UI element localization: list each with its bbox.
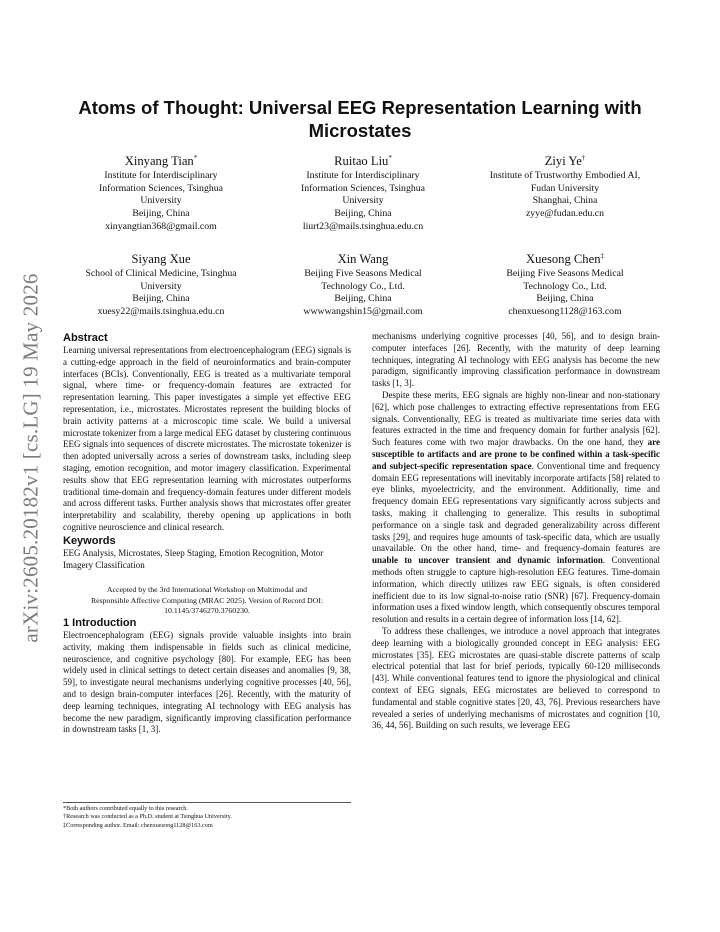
acceptance-doi: 10.1145/3746270.3760230.: [164, 605, 250, 615]
abstract-heading: Abstract: [63, 332, 108, 344]
acceptance-note: [63, 585, 351, 616]
keywords-text: EEG Analysis, Microstates, Sleep Staging, Emotion Recognition, Motor Imagery Classification: [63, 547, 324, 570]
author-affiliation: Information Sciences, Tsinghua: [300, 182, 425, 194]
author-affiliation: Beijing Five Seasons Medical: [506, 268, 624, 280]
author-affiliation: University: [140, 195, 182, 207]
intro-p2-text: . Conventional methods often struggle to capture high-resolution EEG features. Time-domain information, which directly utilizes raw EEG signals, is often considered inefficient due to its low signal-to-noise ratio (SNR) [67]. Frequency-domain information uses a fixed window length, which consequently obscures temporal resolution and results in a certain degree of information loss [14, 62].: [372, 555, 660, 625]
author-location: Beijing, China: [536, 293, 594, 305]
author-email: liurt23@mails.tsinghua.edu.cn: [302, 220, 424, 232]
author-name: Xinyang Tian: [124, 154, 194, 169]
intro-paragraph-1: Electroencephalogram (EEG) signals provide valuable insights into brain activity, making them indispensable in fields such as clinical medicine, neuroscience, and cognitive psychology [80]. For example, EEG has been widely used in clinical settings to detect certain diseases and anomalies [9, 38, 59], to investigate neural mechanisms underlying cognitive processes [40, 56], and to design brain-computer interfaces [26]. Recently, with the maturity of deep learning techniques, integrating AI technology with EEG analysis has become the new paradigm, significantly improving classification performance in downstream tasks [1, 3].: [63, 629, 351, 735]
author-affiliation: Beijing Five Seasons Medical: [304, 268, 422, 280]
author-affiliation: University: [342, 195, 384, 207]
author-affiliation: Technology Co., Ltd.: [523, 280, 607, 292]
right-column: [372, 331, 660, 732]
keywords-heading: Keywords: [63, 534, 116, 547]
footnote-equal-contribution: *Both authors contributed equally to this research.: [63, 805, 188, 812]
footnotes: [63, 802, 351, 830]
author-name: Siyang Xue: [131, 252, 191, 267]
arxiv-sidebar: [10, 258, 52, 658]
author-affiliation: Information Sciences, Tsinghua: [98, 182, 223, 194]
author-mark: †: [581, 154, 586, 162]
acceptance-line: Responsible Affective Computing (MRAC 2025). Version of Record DOI:: [90, 595, 324, 605]
author-block: [60, 249, 262, 319]
footnote-corresponding: ‡Corresponding author. Email: chenxuesong1128@163.com: [63, 821, 213, 829]
author-name: Xin Wang: [337, 252, 389, 267]
acceptance-line: Accepted by the 3rd International Workshop on Multimodal and: [106, 585, 308, 595]
left-column: [63, 331, 351, 735]
author-affiliation: Institute for Interdisciplinary: [306, 170, 420, 182]
author-email: xuesy22@mails.tsinghua.edu.cn: [97, 305, 225, 317]
author-affiliation: Institute for Interdisciplinary: [104, 170, 218, 182]
author-location: Beijing, China: [334, 207, 392, 219]
abstract-text: Learning universal representations from electroencephalogram (EEG) signals is a cutting-edge approach in the field of neuroinformatics and brain-computer interfaces (BCIs). Conventionally, EEG is treated as a multivariate temporal signal, where time- or frequency-domain features are extracted for representation learning. This paper investigates a simple yet effective EEG representation, i.e., microstates. Microstates represent the building blocks of brain activity patterns at a microscopic time scale. We build a universal microstate tokenizer from a large medical EEG dataset by clustering continuous EEG signals into sequences of discrete microstates. The microstate tokenizer is then adopted universally across a series of downstream tasks, including sleep staging, emotion recognition, and motor imagery classification. Experimental results show that EEG representation learning with microstates outperforms traditional time-domain and frequency-domain features under different models and across different tasks. Further analysis shows that microstates offer greater interpretability and scalability, thereby opening up applications in both cognitive neuroscience and clinical research.: [63, 345, 351, 532]
author-email: wwwwangshin15@gmail.com: [303, 305, 423, 317]
author-name: Ruitao Liu: [334, 154, 389, 169]
intro-p2-text: Despite these merits, EEG signals are highly non-linear and non-stationary [62], which pose challenges to extracting effective representations from EEG signals. Conventionally, EEG is treated as multivariate time series data with features extracted in the time and frequency domain for further analysis [62]. Such features come with two major drawbacks. On the one hand, they: [372, 389, 660, 448]
author-mark: *: [388, 154, 392, 162]
author-row-2: [60, 249, 666, 319]
author-email: xinyangtian368@gmail.com: [105, 220, 217, 232]
author-location: Beijing, China: [132, 207, 190, 219]
author-mark: *: [193, 154, 198, 162]
author-mark: ‡: [600, 252, 604, 260]
intro-paragraph-1-cont: mechanisms underlying cognitive processes [40, 56], and to design brain-computer interfaces [26]. Recently, with the maturity of deep learning techniques, integrating AI technology with EEG analysis has become the new paradigm, significantly improving classification performance in downstream tasks [1, 3].: [372, 331, 660, 389]
author-affiliation: School of Clinical Medicine, Tsinghua: [85, 268, 237, 280]
author-block: [262, 151, 464, 233]
author-affiliation: Technology Co., Ltd.: [321, 280, 405, 292]
author-name: Ziyi Ye: [544, 154, 582, 169]
paper-title: Atoms of Thought: Universal EEG Representation Learning with Microstates: [78, 97, 642, 141]
author-email: chenxuesong1128@163.com: [508, 305, 622, 317]
introduction-heading: 1 Introduction: [63, 616, 137, 629]
author-location: Beijing, China: [132, 293, 190, 305]
author-block: [464, 249, 666, 319]
author-row-1: [60, 151, 666, 233]
intro-paragraph-3: To address these challenges, we introduce a novel approach that integrates deep learning with a biologically grounded concept in EEG analysis: EEG microstates [35]. EEG microstates are quasi-stable discrete patterns of scalp electrical potential that last for brief periods, typically 60-120 milliseconds [43]. While conventional features tend to ignore the physiological and clinical context of EEG signals, EEG microstates are believed to correspond to fundamental and stable cognitive states [20, 43, 76]. Previous researchers have revealed a series of underlying mechanisms of microstates and cognition [10, 36, 44, 56]. Building on such results, we leverage EEG: [372, 625, 660, 731]
author-location: Beijing, China: [334, 293, 392, 305]
arxiv-stamp: arXiv:2605.20182v1 [cs.LG] 19 May 2026: [18, 273, 43, 643]
author-block: [262, 249, 464, 319]
author-block: [60, 151, 262, 233]
author-block: [464, 151, 666, 233]
author-affiliation: Institute of Trustworthy Embodied AI,: [489, 170, 641, 182]
intro-p2-emphasis-2: unable to uncover transient and dynamic information: [372, 555, 603, 566]
author-affiliation: Fudan University: [530, 182, 600, 194]
intro-p2-text: . Conventional time and frequency domain EEG representations will inevitably incorporate artifacts [58] related to eye blinks, myoelectricity, and the environment. Additionally, time and frequency domain EEG representations vary significantly across subjects and tasks, making it challenging to generalize. This results in suboptimal performance on a single task and degraded generalizability across different tasks [29], and requires huge amounts of task-specific data, which are usually unavailable. On the other hand, time- and frequency-domain features are: [372, 460, 660, 554]
author-location: Shanghai, China: [532, 195, 598, 207]
footnote-phd: †Research was conducted as a Ph.D. student at Tsinghua University.: [63, 813, 232, 821]
intro-p2-emphasis-1: are susceptible to artifacts and are prone to be confined within a task-specific and subject-specific representation space: [372, 437, 660, 471]
author-affiliation: University: [140, 280, 182, 292]
author-email: zyye@fudan.edu.cn: [525, 207, 605, 219]
author-name: Xuesong Chen: [525, 252, 601, 267]
intro-paragraph-2: [372, 390, 660, 626]
